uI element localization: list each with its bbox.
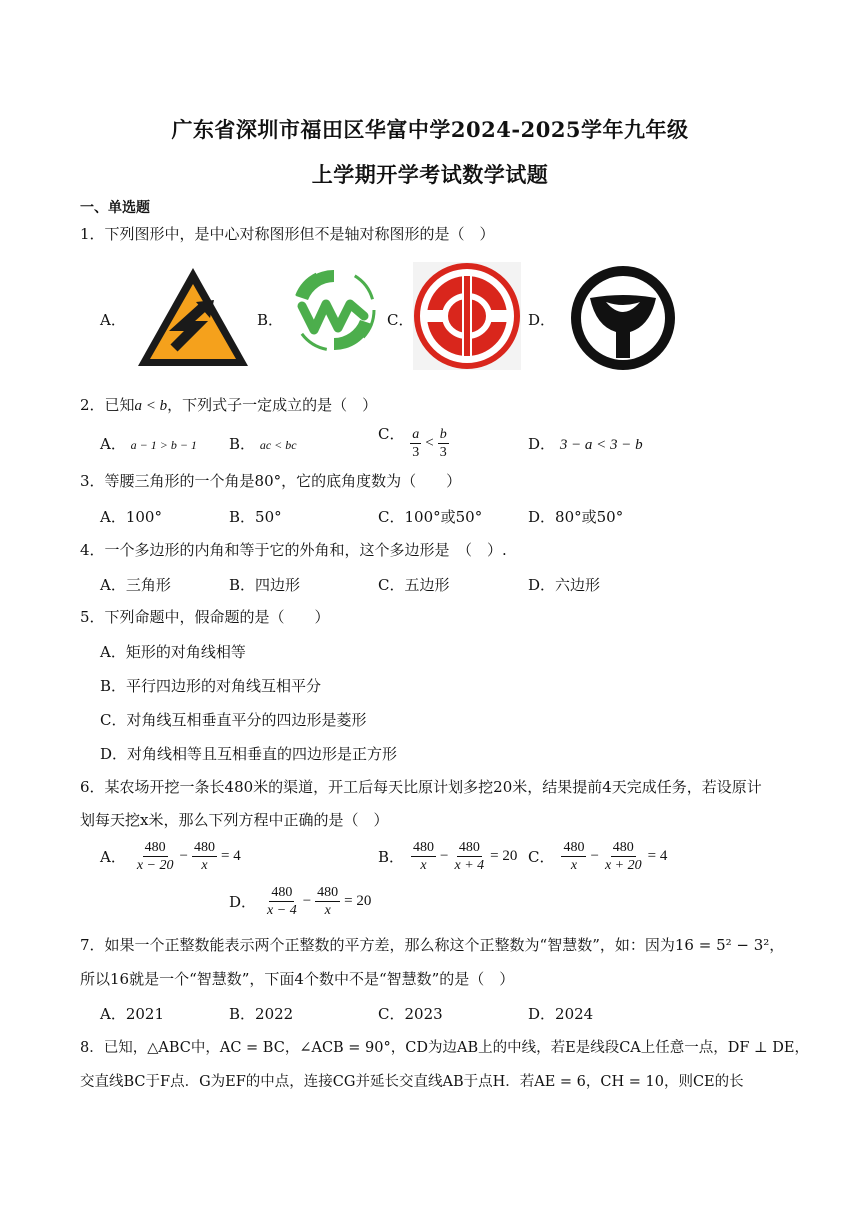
q4-option-c[interactable]: C．五边形 bbox=[378, 576, 450, 594]
q6-option-d[interactable]: D． $\frac{480}{x - 4}$ − $\frac{480}{x}$ = 20 bbox=[229, 885, 372, 918]
question-5-stem: 5．下列命题中，假命题的是（ ） bbox=[80, 608, 330, 626]
q7-option-d[interactable]: D．2024 bbox=[528, 1005, 594, 1023]
q7-option-a[interactable]: A．2021 bbox=[100, 1005, 165, 1023]
q6-option-b[interactable]: B． $\frac{480}{x}$ − $\frac{480}{x + 4}$ = 20 bbox=[378, 840, 518, 873]
q2-option-c[interactable]: C． $\frac{a}{3}$ < $\frac{b}{3}$ bbox=[378, 425, 447, 460]
question-3-stem: 3．等腰三角形的一个角是80°，它的底角度数为（ ） bbox=[80, 472, 462, 490]
q1-option-a-road-sign-image bbox=[136, 266, 250, 368]
section-heading: 一、单选题 bbox=[80, 200, 150, 216]
q5-option-b[interactable]: B．平行四边形的对角线互相平分 bbox=[100, 677, 322, 695]
question-4-stem: 4．一个多边形的内角和等于它的外角和，这个多边形是 （ ）. bbox=[80, 541, 507, 559]
question-8-line-1: 8．已知，△ABC中，AC = BC，∠ACB = 90°，CD为边AB上的中线，若E是线段CA上任意一点，DF ⊥ DE， bbox=[80, 1040, 810, 1056]
q2-option-a[interactable]: A． a − 1 > b − 1 bbox=[100, 435, 197, 453]
q2-option-d[interactable]: D． 3 − a < 3 − b bbox=[528, 435, 643, 453]
q4-option-a[interactable]: A．三角形 bbox=[100, 576, 171, 594]
q6-option-c[interactable]: C． $\frac{480}{x}$ − $\frac{480}{x + 20}$ = 4 bbox=[528, 840, 668, 873]
q5-option-c[interactable]: C．对角线互相垂直平分的四边形是菱形 bbox=[100, 711, 367, 729]
q4-option-d[interactable]: D．六边形 bbox=[528, 576, 601, 594]
q1-option-d-black-logo-image bbox=[568, 264, 678, 372]
q3-option-b[interactable]: B．50° bbox=[229, 508, 282, 526]
q1-option-a-label[interactable]: A． bbox=[100, 311, 126, 329]
q7-option-c[interactable]: C．2023 bbox=[378, 1005, 443, 1023]
question-8-line-2: 交直线BC于F点．G为EF的中点，连接CG并延长交直线AB于点H．若AE = 6，CH = 10，则CE的长 bbox=[80, 1074, 744, 1090]
q7-option-b[interactable]: B．2022 bbox=[229, 1005, 294, 1023]
title-line-1: 广东省深圳市福田区华富中学2024-2025学年九年级 bbox=[171, 117, 689, 142]
q1-option-b-green-logo-image bbox=[290, 266, 378, 354]
question-7-line-2: 所以16就是一个“智慧数”，下面4个数中不是“智慧数”的是（ ） bbox=[80, 970, 515, 988]
title-line-2: 上学期开学考试数学试题 bbox=[311, 162, 549, 187]
q3-option-a[interactable]: A．100° bbox=[100, 508, 162, 526]
q5-option-d[interactable]: D．对角线相等且互相垂直的四边形是正方形 bbox=[100, 745, 398, 763]
q2-option-b[interactable]: B． ac < bc bbox=[229, 435, 297, 453]
q4-option-b[interactable]: B．四边形 bbox=[229, 576, 301, 594]
q1-option-c-label[interactable]: C． bbox=[387, 311, 414, 329]
q1-option-c-red-logo-image bbox=[413, 262, 521, 370]
question-2-stem: 2．已知a < b，下列式子一定成立的是（ ） bbox=[80, 396, 378, 414]
q6-option-a[interactable]: A． $\frac{480}{x - 20}$ − $\frac{480}{x}$ = 4 bbox=[100, 840, 241, 873]
q3-option-d[interactable]: D．80°或50° bbox=[528, 508, 624, 526]
question-1-stem: 1．下列图形中，是中心对称图形但不是轴对称图形的是（ ） bbox=[80, 225, 495, 243]
q1-option-b-label[interactable]: B． bbox=[257, 311, 284, 329]
q5-option-a[interactable]: A．矩形的对角线相等 bbox=[100, 643, 246, 661]
question-7-line-1: 7．如果一个正整数能表示两个正整数的平方差，那么称这个正整数为“智慧数”，如：因为16 = 5² − 3²， bbox=[80, 936, 785, 954]
q1-option-d-label[interactable]: D． bbox=[528, 311, 556, 329]
q3-option-c[interactable]: C．100°或50° bbox=[378, 508, 483, 526]
question-6-line-2: 划每天挖x米，那么下列方程中正确的是（ ） bbox=[80, 811, 389, 829]
question-6-line-1: 6．某农场开挖一条长480米的渠道，开工后每天比原计划多挖20米，结果提前4天完成任务，若设原计 bbox=[80, 778, 762, 796]
